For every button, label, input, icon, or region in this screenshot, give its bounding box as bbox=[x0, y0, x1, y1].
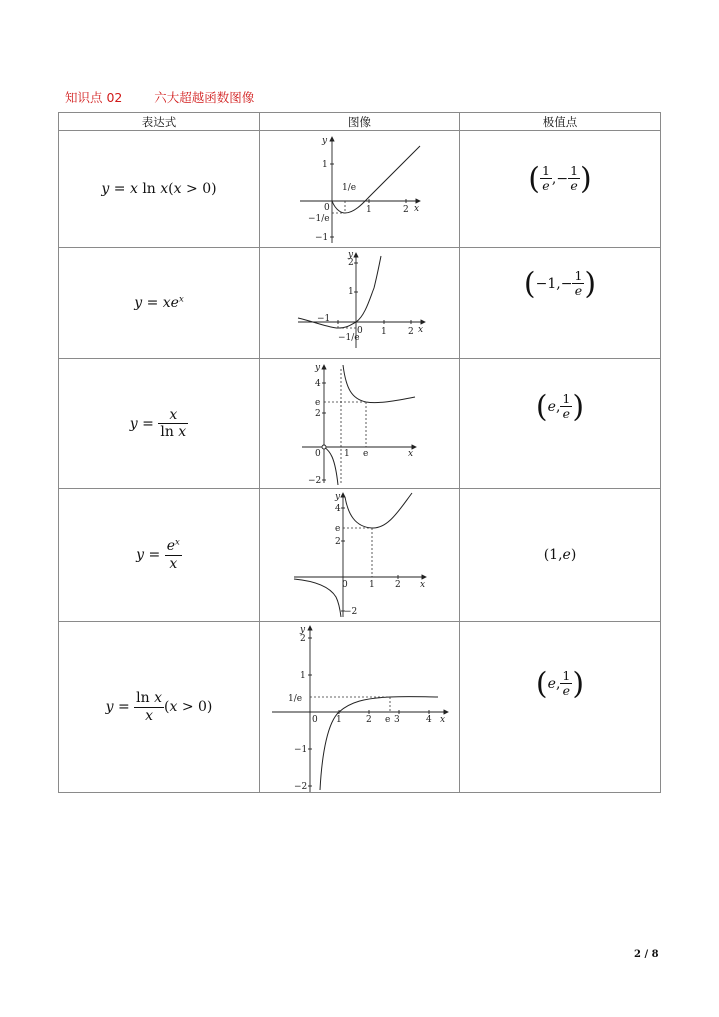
expression-formula: y = $\frac{e^x}{x}$ bbox=[136, 537, 180, 572]
x-axis-name: x bbox=[418, 325, 424, 335]
x-tick-label: 4 bbox=[426, 715, 432, 725]
table-header-row bbox=[59, 113, 661, 131]
graph-lnx-over-x bbox=[260, 622, 460, 793]
y-tick-label: −2 bbox=[344, 607, 358, 617]
table-row bbox=[59, 489, 661, 622]
expression-cell bbox=[59, 248, 260, 359]
graph-cell bbox=[260, 489, 460, 622]
x-tick-label: e bbox=[385, 715, 391, 725]
x-tick-label: 1 bbox=[381, 327, 387, 337]
extreme-value: (1,e) bbox=[543, 547, 577, 563]
x-tick-label: 1 bbox=[369, 580, 375, 590]
y-tick-label: −1/e bbox=[338, 333, 360, 343]
y-tick-label: e bbox=[335, 524, 341, 534]
extreme-value: (−1,− $\frac{1}{e}$ ) bbox=[523, 266, 597, 301]
header-graph: 图像 bbox=[260, 113, 460, 131]
x-axis-name: x bbox=[420, 580, 426, 590]
curve bbox=[320, 697, 438, 790]
graph-x-over-lnx bbox=[260, 359, 460, 489]
x-tick-label: −1 bbox=[317, 314, 331, 324]
page-number: 2 / 8 bbox=[634, 949, 659, 960]
graph-ex-over-x bbox=[260, 489, 460, 622]
section-title: 六大超越函数图像 bbox=[154, 90, 255, 105]
expression-cell bbox=[59, 489, 260, 622]
table-row bbox=[59, 131, 661, 248]
table-row bbox=[59, 359, 661, 489]
expression-cell bbox=[59, 622, 260, 793]
extreme-value: (e, $\frac{1}{e}$ ) bbox=[535, 666, 585, 701]
function-table bbox=[58, 112, 661, 793]
y-tick-label: 2 bbox=[348, 258, 354, 268]
curve-right bbox=[343, 365, 415, 403]
extreme-cell bbox=[460, 131, 661, 248]
y-axis-name: y bbox=[315, 363, 321, 373]
curve-left bbox=[324, 447, 338, 485]
curve-right bbox=[345, 493, 412, 528]
y-axis-name: y bbox=[300, 625, 306, 635]
y-axis-name: y bbox=[348, 250, 354, 260]
y-tick-label: 1/e bbox=[288, 694, 303, 704]
extreme-value: (e, $\frac{1}{e}$ ) bbox=[535, 389, 585, 424]
x-axis-name: x bbox=[440, 715, 446, 725]
y-tick-label: 2 bbox=[335, 537, 341, 547]
x-axis-name: x bbox=[414, 204, 420, 214]
y-tick-label: −2 bbox=[294, 782, 308, 792]
expression-formula: $y = xe^x$ bbox=[134, 294, 184, 312]
y-tick-label: 1 bbox=[300, 671, 306, 681]
y-tick-label: 1 bbox=[322, 160, 328, 170]
section-label: 知识点 02 bbox=[65, 90, 123, 105]
x-tick-label: 1 bbox=[344, 449, 350, 459]
expression-formula: y = $\frac{\text{ln x}}{x}$ (x > 0) bbox=[105, 690, 213, 724]
open-point bbox=[322, 445, 326, 449]
x-tick-label: 2 bbox=[395, 580, 401, 590]
graph-xlnx bbox=[260, 131, 460, 248]
x-tick-label: 2 bbox=[366, 715, 372, 725]
y-axis-name: y bbox=[322, 136, 328, 146]
expression-cell bbox=[59, 359, 260, 489]
header-expression: 表达式 bbox=[59, 113, 260, 131]
graph-cell bbox=[260, 248, 460, 359]
origin-label: 0 bbox=[312, 715, 318, 725]
section-heading bbox=[65, 88, 254, 106]
y-tick-label: 4 bbox=[335, 504, 341, 514]
x-tick-label: 3 bbox=[394, 715, 400, 725]
graph-cell bbox=[260, 131, 460, 248]
header-extreme: 极值点 bbox=[460, 113, 661, 131]
x-tick-label: 1 bbox=[366, 205, 372, 215]
y-tick-label: 2 bbox=[300, 634, 306, 644]
expression-formula: y = $\frac{x}{\text{ln x}}$ bbox=[129, 406, 187, 440]
graph-xex bbox=[260, 248, 460, 359]
x-axis-name: x bbox=[408, 449, 414, 459]
y-tick-label: e bbox=[315, 398, 321, 408]
y-tick-label: −2 bbox=[308, 476, 322, 486]
y-tick-label: −1/e bbox=[308, 214, 330, 224]
extreme-value: ( $\frac{1}{e}$ ,− $\frac{1}{e}$ ) bbox=[528, 161, 592, 196]
y-tick-label: 4 bbox=[315, 379, 321, 389]
curve-left bbox=[294, 579, 341, 617]
graph-cell bbox=[260, 622, 460, 793]
extreme-cell bbox=[460, 489, 661, 622]
origin-label: 0 bbox=[315, 449, 321, 459]
x-tick-label: 1/e bbox=[342, 183, 357, 193]
origin-label: 0 bbox=[342, 580, 348, 590]
expression-cell bbox=[59, 131, 260, 248]
extreme-cell bbox=[460, 359, 661, 489]
y-axis-name: y bbox=[335, 492, 341, 502]
x-tick-label: e bbox=[363, 449, 369, 459]
origin-label: 0 bbox=[324, 203, 330, 213]
expression-formula: y = x ln x(x > 0) bbox=[101, 181, 217, 197]
y-tick-label: 1 bbox=[348, 287, 354, 297]
x-tick-label: 2 bbox=[408, 327, 414, 337]
x-tick-label: 2 bbox=[403, 205, 409, 215]
y-tick-label: 2 bbox=[315, 409, 321, 419]
table-row bbox=[59, 622, 661, 793]
y-tick-label: −1 bbox=[315, 233, 329, 243]
table-row bbox=[59, 248, 661, 359]
y-tick-label: −1 bbox=[294, 745, 308, 755]
x-tick-label: 1 bbox=[336, 715, 342, 725]
extreme-cell bbox=[460, 248, 661, 359]
origin-label: 0 bbox=[357, 326, 363, 336]
graph-cell bbox=[260, 359, 460, 489]
curve bbox=[298, 256, 381, 328]
extreme-cell bbox=[460, 622, 661, 793]
